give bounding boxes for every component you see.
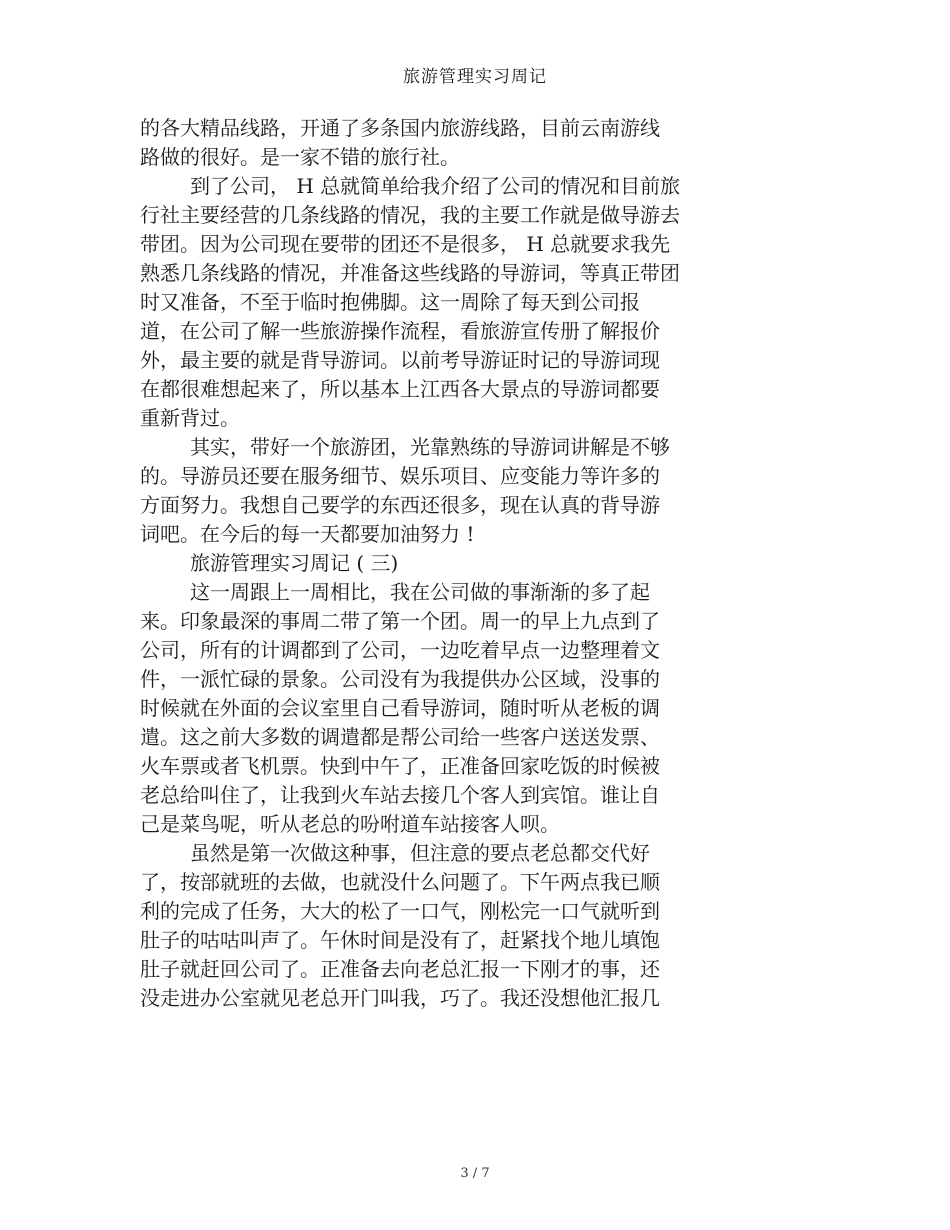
text-line: 利的完成了任务，大大的松了一口气，刚松完一口气就听到 [140, 899, 660, 923]
text-line: 了，按部就班的去做，也就没什么问题了。下午两点我已顺 [140, 870, 660, 894]
page-header-title: 旅游管理实习周记 [403, 67, 547, 87]
text-line: 时又准备，不至于临时抱佛脚。这一周除了每天到公司报 [140, 290, 640, 314]
text-line: 重新背过。 [140, 406, 240, 430]
text-line: 其实，带好一个旅游团，光靠熟练的导游词讲解是不够 [190, 435, 670, 459]
text-line: 的各大精品线路，开通了多条国内旅游线路，目前云南游线 [140, 116, 660, 140]
text-line: 熟悉几条线路的情况，并准备这些线路的导游词，等真正带团 [140, 261, 680, 285]
text-line: 路做的很好。是一家不错的旅行社。 [140, 145, 460, 169]
text-line: 行社主要经营的几条线路的情况，我的主要工作就是做导游去 [140, 203, 680, 227]
page-number: 3 / 7 [460, 1166, 490, 1181]
text-line: 件，一派忙碌的景象。公司没有为我提供办公区域，没事的 [140, 667, 660, 691]
text-line: 虽然是第一次做这种事，但注意的要点老总都交代好 [190, 841, 650, 865]
text-line: 词吧。在今后的每一天都要加油努力 ! [140, 522, 475, 546]
text-line: 在都很难想起来了，所以基本上江西各大景点的导游词都要 [140, 377, 660, 401]
text-line: 外，最主要的就是背导游词。以前考导游证时记的导游词现 [140, 348, 660, 372]
text-line: 的。导游员还要在服务细节、娱乐项目、应变能力等许多的 [140, 464, 660, 488]
text-line: 遣。这之前大多数的调遣都是帮公司给一些客户送送发票、 [140, 725, 660, 749]
text-line: 老总给叫住了，让我到火车站去接几个客人到宾馆。谁让自 [140, 783, 660, 807]
text-line: 这一周跟上一周相比，我在公司做的事渐渐的多了起 [190, 580, 650, 604]
text-line: 来。印象最深的事周二带了第一个团。周一的早上九点到了 [140, 609, 660, 633]
text-line: 带团。因为公司现在要带的团还不是很多， H 总就要求我先 [140, 232, 671, 256]
text-line: 没走进办公室就见老总开门叫我，巧了。我还没想他汇报几 [140, 986, 660, 1010]
document-body [140, 114, 800, 1013]
text-line: 火车票或者飞机票。快到中午了，正准备回家吃饭的时候被 [140, 754, 660, 778]
text-line: 肚子的咕咕叫声了。午休时间是没有了，赶紧找个地儿填饱 [140, 928, 660, 952]
text-line: 肚子就赶回公司了。正准备去向老总汇报一下刚才的事，还 [140, 957, 660, 981]
text-line: 道，在公司了解一些旅游操作流程，看旅游宣传册了解报价 [140, 319, 660, 343]
text-line: 公司，所有的计调都到了公司，一边吃着早点一边整理着文 [140, 638, 660, 662]
text-line: 到了公司， H 总就简单给我介绍了公司的情况和目前旅 [190, 174, 681, 198]
section-heading: 旅游管理实习周记 ( 三) [190, 551, 399, 575]
text-line: 时候就在外面的会议室里自己看导游词，随时听从老板的调 [140, 696, 660, 720]
text-line: 己是菜鸟呢，听从老总的吩咐道车站接客人呗。 [140, 812, 560, 836]
text-line: 方面努力。我想自己要学的东西还很多，现在认真的背导游 [140, 493, 660, 517]
